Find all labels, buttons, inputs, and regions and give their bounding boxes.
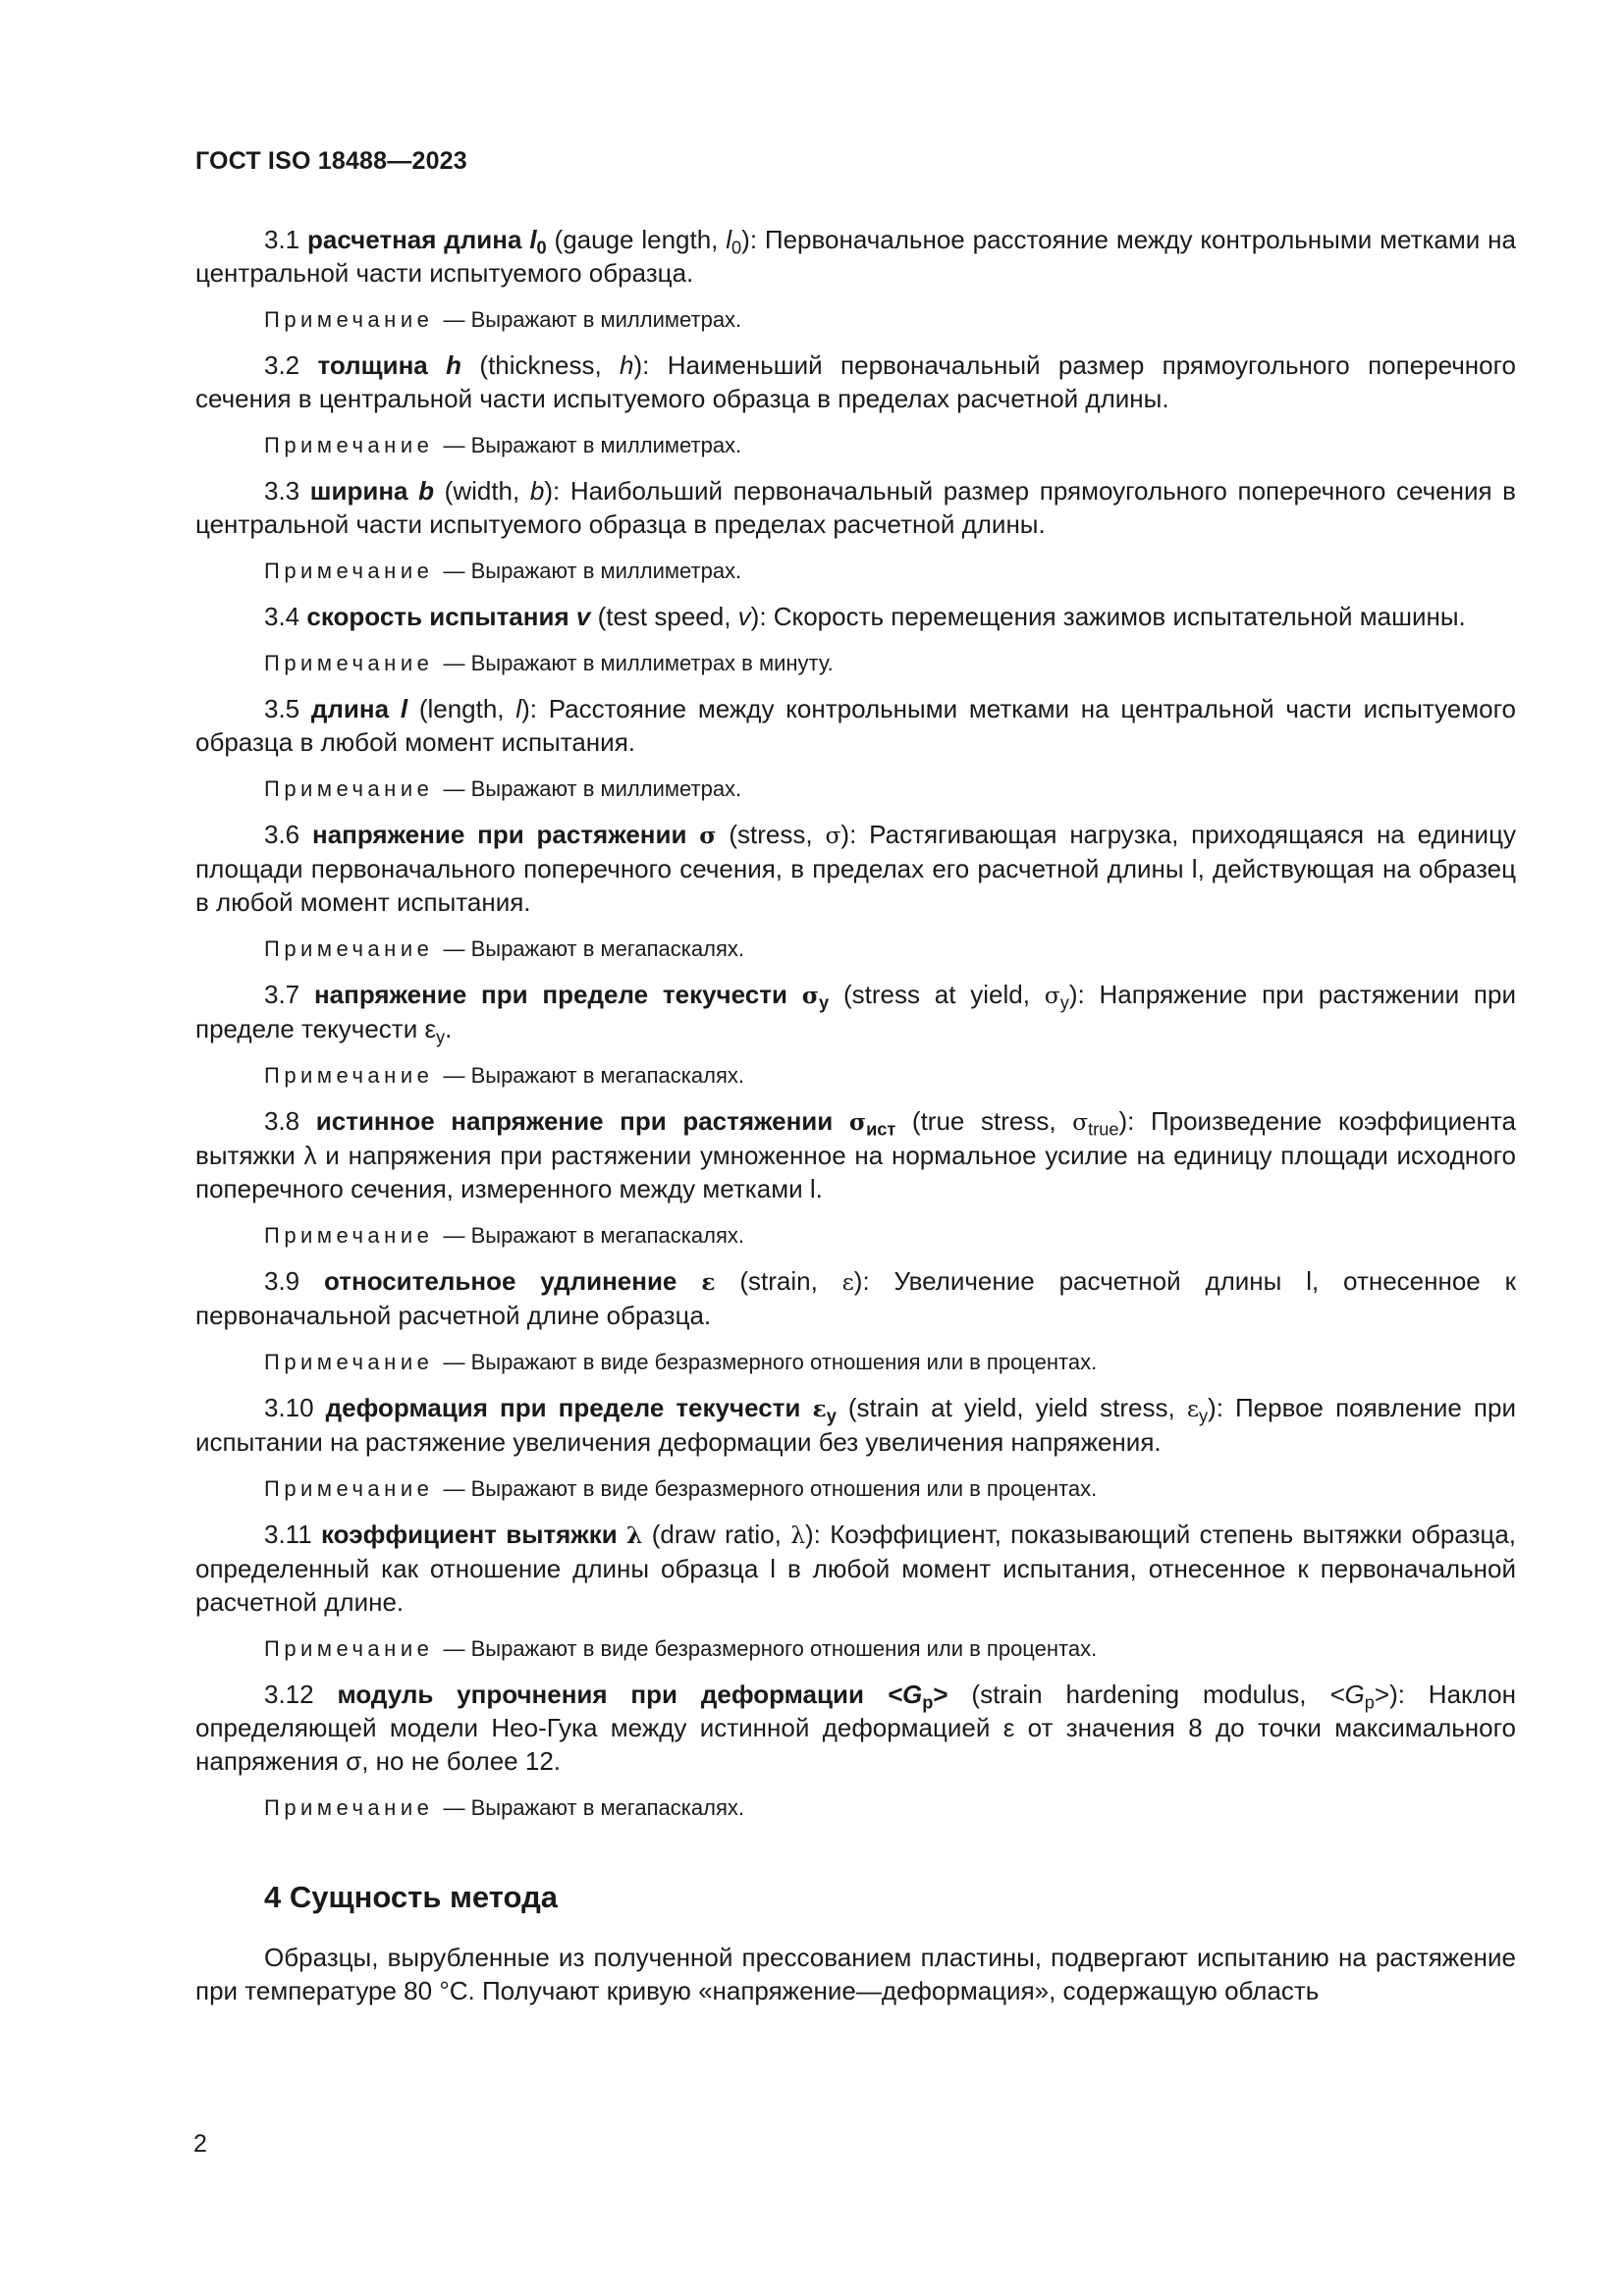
term-name: напряжение при пределе текучести [313, 980, 787, 1009]
term-symbol: b [418, 476, 435, 506]
note-label: Примечание [264, 1223, 434, 1248]
note-text: — Выражают в миллиметрах. [443, 776, 742, 801]
term-symbol: v [575, 602, 591, 631]
page-number: 2 [193, 2130, 207, 2158]
term-description: ): Произведение коэффициента вытяжки λ и напряжения при растяжении умноженное на нормальное усилие на единицу площади исходного поперечного сечения, измеренного между метками l. [195, 1106, 1516, 1203]
term-symbol: ε [701, 1268, 716, 1296]
term-english-symbol: σ [1044, 982, 1060, 1009]
term-definition [195, 474, 1516, 541]
term-symbol-subscript: y [826, 1406, 837, 1426]
term-name: толщина [317, 350, 428, 380]
term-english-subscript: true [1088, 1119, 1119, 1140]
note-text: — Выражают в миллиметрах. [443, 307, 742, 332]
term-description: ): Коэффициент, показывающий степень вытяжки образца, определенный как отношение длины образца l в любой момент испытания, отнесенное к первоначальной расчетной длине. [195, 1520, 1517, 1617]
document-body [195, 223, 1516, 2007]
note-label: Примечание [264, 1063, 434, 1088]
term-description: ): Увеличение расчетной длины l, отнесенное к первоначальной расчетной длине образца. [195, 1266, 1516, 1330]
term-description-end: . [445, 1014, 453, 1043]
term-english-symbol: ε [841, 1268, 854, 1296]
term-name: коэффициент вытяжки [321, 1520, 618, 1549]
section-paragraph: Образцы, вырубленные из полученной прессованием пластины, подвергают испытанию на растяжение при температуре 80 °C. Получают кривую «напряжение—деформация», содержащую область [195, 1943, 1516, 2005]
document-header: ГОСТ ISO 18488—2023 [195, 147, 467, 175]
term-english: (stress, [729, 820, 826, 849]
term-definition [195, 1264, 1516, 1332]
note-text: — Выражают в мегапаскалях. [443, 1063, 744, 1088]
term-name: относительное удлинение [324, 1266, 677, 1296]
note-label: Примечание [264, 1795, 434, 1820]
note-text: — Выражают в виде безразмерного отношения или в процентах. [443, 1350, 1098, 1374]
term-symbol-subscript: 0 [536, 238, 547, 258]
term-english-symbol: l [726, 225, 732, 254]
term-definition [195, 978, 1516, 1045]
note-text: — Выражают в миллиметрах в минуту. [443, 651, 834, 675]
term-note [264, 431, 1516, 460]
term-english: (length, [418, 694, 516, 723]
term-description: ): Первое появление при испытании на растяжение увеличения деформации без увеличения напряжения. [195, 1393, 1516, 1457]
term-number: 3.4 [264, 602, 300, 631]
note-label: Примечание [264, 1636, 434, 1661]
term-english: (strain, [739, 1266, 842, 1296]
term-description-subscript: y [436, 1027, 446, 1047]
note-label: Примечание [264, 1350, 434, 1374]
term-name: истинное напряжение при растяжении [315, 1106, 834, 1136]
note-label: Примечание [264, 433, 434, 457]
term-note [264, 1061, 1516, 1091]
term-english-subscript: y [1059, 992, 1069, 1013]
term-english-symbol: λ [790, 1522, 806, 1549]
term-english: (gauge length, [554, 225, 727, 254]
term-symbol: l [400, 694, 408, 723]
term-symbol: <G [887, 1680, 923, 1709]
note-label: Примечание [264, 651, 434, 675]
term-name: длина [310, 694, 390, 723]
term-english-subscript: y [1198, 1406, 1209, 1426]
note-label: Примечание [264, 559, 434, 583]
term-description: ): Наибольший первоначальный размер прямоугольного поперечного сечения в центральной части испытуемого образца в пределах расчетной длины. [195, 476, 1516, 539]
term-number: 3.2 [264, 350, 300, 380]
term-name: ширина [309, 476, 408, 506]
term-english-subscript: p [1364, 1692, 1375, 1713]
term-definition [195, 1518, 1516, 1619]
note-text: — Выражают в мегапаскалях. [443, 1795, 744, 1820]
term-definition [195, 1678, 1516, 1778]
section-title: Сущность метода [289, 1880, 558, 1914]
term-definition [195, 1391, 1516, 1459]
note-text: — Выражают в виде безразмерного отношения или в процентах. [443, 1476, 1098, 1501]
term-definition [195, 348, 1516, 415]
term-english-symbol: h [620, 350, 634, 380]
term-symbol: h [446, 350, 462, 380]
term-number: 3.11 [264, 1520, 312, 1549]
term-note [264, 305, 1516, 335]
term-description: ): Напряжение при растяжении при пределе текучести ε [195, 980, 1516, 1043]
section-heading [264, 1880, 1516, 1915]
term-definition [195, 818, 1516, 919]
note-text: — Выражают в миллиметрах. [443, 433, 742, 457]
term-number: 3.12 [264, 1680, 314, 1709]
note-label: Примечание [264, 307, 434, 332]
term-description: ): Расстояние между контрольными метками на центральной части испытуемого образца в любой момент испытания. [195, 694, 1516, 757]
term-english: (strain at yield, yield stress, [847, 1393, 1187, 1422]
term-english: (test speed, [597, 602, 738, 631]
term-english: (thickness, [479, 350, 621, 380]
term-description: ): Наклон определяющей модели Нео-Гука между истинной деформацией ε от значения 8 до точки максимального напряжения σ, но не более 12. [195, 1680, 1516, 1776]
note-label: Примечание [264, 776, 434, 801]
term-number: 3.7 [264, 980, 300, 1009]
term-symbol-subscript: p [922, 1692, 934, 1713]
section-number: 4 [264, 1880, 282, 1914]
term-english-subscript: 0 [731, 238, 742, 258]
term-description: ): Растягивающая нагрузка, приходящаяся на единицу площади первоначального поперечного сечения, в пределах его расчетной длины l, действующая на образец в любой момент испытания. [195, 820, 1516, 917]
term-description: ): Первоначальное расстояние между контрольными метками на центральной части испытуемого образца. [195, 225, 1516, 288]
term-english: (stress at yield, [842, 980, 1045, 1009]
term-english-symbol: ε [1186, 1395, 1199, 1422]
term-description: ): Наименьший первоначальный размер прямоугольного поперечного сечения в центральной части испытуемого образца в пределах расчетной длины. [195, 350, 1516, 413]
term-name: деформация при пределе текучести [325, 1393, 801, 1422]
term-number: 3.5 [264, 694, 300, 723]
term-symbol: ε [812, 1395, 827, 1422]
term-note [264, 1474, 1516, 1504]
term-english-symbol: l [515, 694, 522, 723]
term-description: ): Скорость перемещения зажимов испытательной машины. [750, 602, 1466, 631]
term-symbol: λ [626, 1522, 643, 1549]
term-symbol: σ [848, 1108, 867, 1136]
term-english-symbol: b [529, 476, 545, 506]
term-name: расчетная длина [307, 225, 522, 254]
term-english: (true stress, [911, 1106, 1073, 1136]
term-number: 3.6 [264, 820, 300, 849]
term-number: 3.8 [264, 1106, 300, 1136]
term-english: (strain hardening modulus, [971, 1680, 1330, 1709]
terms-list [195, 223, 1516, 1823]
note-text: — Выражают в мегапаскалях. [443, 936, 744, 961]
term-symbol-subscript: y [819, 992, 830, 1013]
note-label: Примечание [264, 1476, 434, 1501]
term-english: (width, [444, 476, 530, 506]
term-name: напряжение при растяжении [312, 820, 687, 849]
term-number: 3.3 [264, 476, 300, 506]
term-note [264, 557, 1516, 586]
term-note [264, 649, 1516, 678]
term-note [264, 934, 1516, 964]
note-text: — Выражают в миллиметрах. [443, 559, 742, 583]
term-number: 3.9 [264, 1266, 300, 1296]
term-note [264, 1221, 1516, 1251]
term-definition [195, 600, 1516, 633]
term-note [264, 774, 1516, 804]
term-note [264, 1634, 1516, 1664]
term-symbol: σ [801, 982, 819, 1009]
term-english-end: > [1374, 1680, 1390, 1709]
note-text: — Выражают в мегапаскалях. [443, 1223, 744, 1248]
term-english-symbol: <G [1329, 1680, 1365, 1709]
term-symbol-subscript: ист [866, 1119, 896, 1140]
term-definition [195, 692, 1516, 759]
term-english-symbol: σ [825, 822, 841, 849]
term-number: 3.1 [264, 225, 300, 254]
term-symbol: l [529, 225, 537, 254]
term-english-symbol: v [737, 602, 751, 631]
term-note [264, 1348, 1516, 1377]
term-symbol-end: > [933, 1680, 948, 1709]
term-note [264, 1793, 1516, 1823]
term-definition [195, 223, 1516, 290]
term-number: 3.10 [264, 1393, 314, 1422]
note-text: — Выражают в виде безразмерного отношения или в процентах. [443, 1636, 1098, 1661]
term-english-symbol: σ [1072, 1108, 1089, 1136]
term-definition [195, 1104, 1516, 1205]
term-name: скорость испытания [306, 602, 569, 631]
term-name: модуль упрочнения при деформации [337, 1680, 864, 1709]
note-label: Примечание [264, 936, 434, 961]
term-symbol: σ [699, 822, 717, 849]
term-english: (draw ratio, [651, 1520, 791, 1549]
